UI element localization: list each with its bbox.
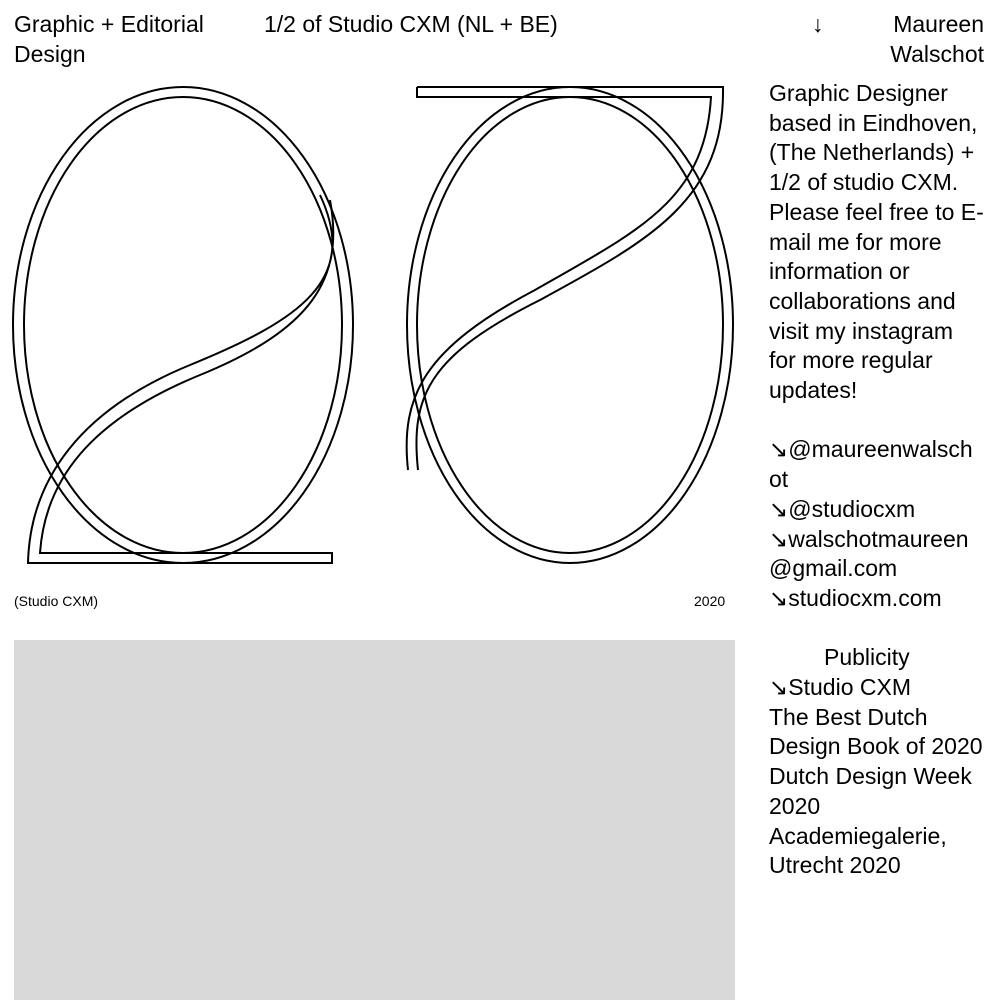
outline-2020-numerals-icon[interactable] xyxy=(0,80,750,580)
website-link[interactable]: ↘studiocxm.com xyxy=(769,584,942,611)
designer-name[interactable]: Maureen Walschot xyxy=(890,11,984,67)
tagline: Graphic + Editorial Design xyxy=(14,11,204,67)
scroll-down-arrow-icon[interactable]: ↓ xyxy=(812,11,824,37)
publicity-heading: Publicity xyxy=(824,644,910,671)
caption-studio: (Studio CXM) xyxy=(14,593,99,609)
studio-link[interactable]: 1/2 of Studio CXM (NL + BE) xyxy=(264,11,558,37)
caption-year: 2020 xyxy=(694,593,726,609)
sidebar xyxy=(769,79,984,881)
instagram-personal-link[interactable]: ↘@maureenwalschot xyxy=(769,436,973,493)
publicity-item: The Best Dutch Design Book of 2020 xyxy=(769,703,983,760)
publicity-item: Academiegalerie, Utrecht 2020 xyxy=(769,822,947,879)
spacer xyxy=(769,406,984,436)
spacer xyxy=(769,614,984,644)
publicity-item[interactable]: ↘Studio CXM xyxy=(769,674,911,701)
instagram-studio-link[interactable]: ↘@studiocxm xyxy=(769,495,916,522)
email-link[interactable]: ↘walschotmaureen@gmail.com xyxy=(769,525,969,582)
publicity-item: Dutch Design Week 2020 xyxy=(769,763,972,819)
image-placeholder xyxy=(14,640,735,1000)
bio-text: Graphic Designer based in Eindhoven, (The Netherlands) + 1/2 of studio CXM. Please feel free to E-mail me for more information or collaborations and visit my instagram for more regular updates! xyxy=(769,80,984,404)
